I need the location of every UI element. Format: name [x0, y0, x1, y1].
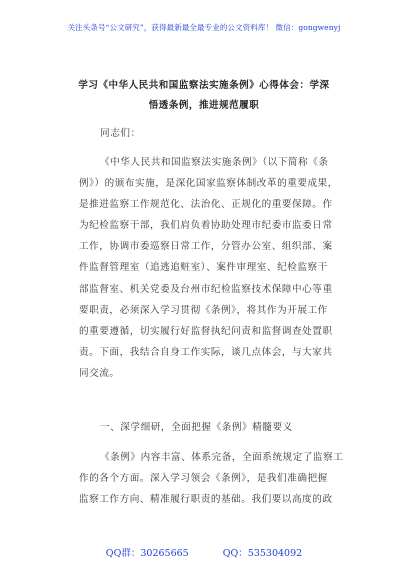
paragraph-line: 部监督室、机关党委及台州市纪检监察技术保障中心等重	[79, 283, 333, 295]
paragraph-line: 例》）的颁布实施，是深化国家监察体制改革的重要成果，	[79, 178, 338, 190]
document-title	[50, 76, 358, 116]
paragraph-line: 件监督管理室（追逃追赃室）、案件审理室、纪检监察干	[79, 262, 328, 274]
paragraph-line: 为纪检监察干部，我们肩负着协助处理市纪委市监委日常	[79, 220, 333, 232]
title-line: 悟透条例，推进规范履职	[148, 100, 260, 111]
paragraph-line: 责。下面，我结合自身工作实际，谈几点体会，与大家共	[79, 346, 333, 358]
section-heading: 一、深学细研，全面把握《条例》精髓要义	[100, 422, 293, 433]
header-note: 关注头条号“公文研究”，获得最新最全最专业的公文资料库！ 微信：gongwenyj	[67, 23, 341, 32]
paragraph-line: 工作，协调市委巡察日常工作，分管办公室、组织部、案	[79, 241, 333, 253]
paragraph-line: 是推进监察工作规范化、法治化、正规化的重要保障。作	[79, 199, 333, 211]
paragraph-line: 监察工作方向、精准履行职责的基础。我们要以高度的政	[79, 494, 333, 506]
paragraph-1	[79, 152, 357, 384]
footer-qq: QQ：535304092	[222, 548, 303, 559]
footer-qq-group: QQ群：30265665	[105, 548, 189, 559]
paragraph-line: 同交流。	[79, 367, 120, 379]
footer-contact	[0, 545, 408, 559]
title-line: 学习《中华人民共和国监察法实施条例》心得体会：学深	[78, 80, 330, 91]
salutation: 同志们：	[100, 128, 141, 139]
paragraph-2	[79, 447, 357, 510]
paragraph-line: 《中华人民共和国监察法实施条例》（以下简称《条	[100, 157, 329, 168]
paragraph-line: 的重要遵循，切实履行好监督执纪问责和监督调查处置职	[79, 325, 333, 337]
paragraph-line: 要职责，必须深入学习贯彻《条例》，将其作为开展工作	[79, 304, 328, 316]
paragraph-line: 作的各个方面。深入学习领会《条例》，是我们准确把握	[79, 473, 328, 485]
paragraph-line: 《条例》内容丰富、体系完备，全面系统规定了监察工	[100, 452, 344, 463]
